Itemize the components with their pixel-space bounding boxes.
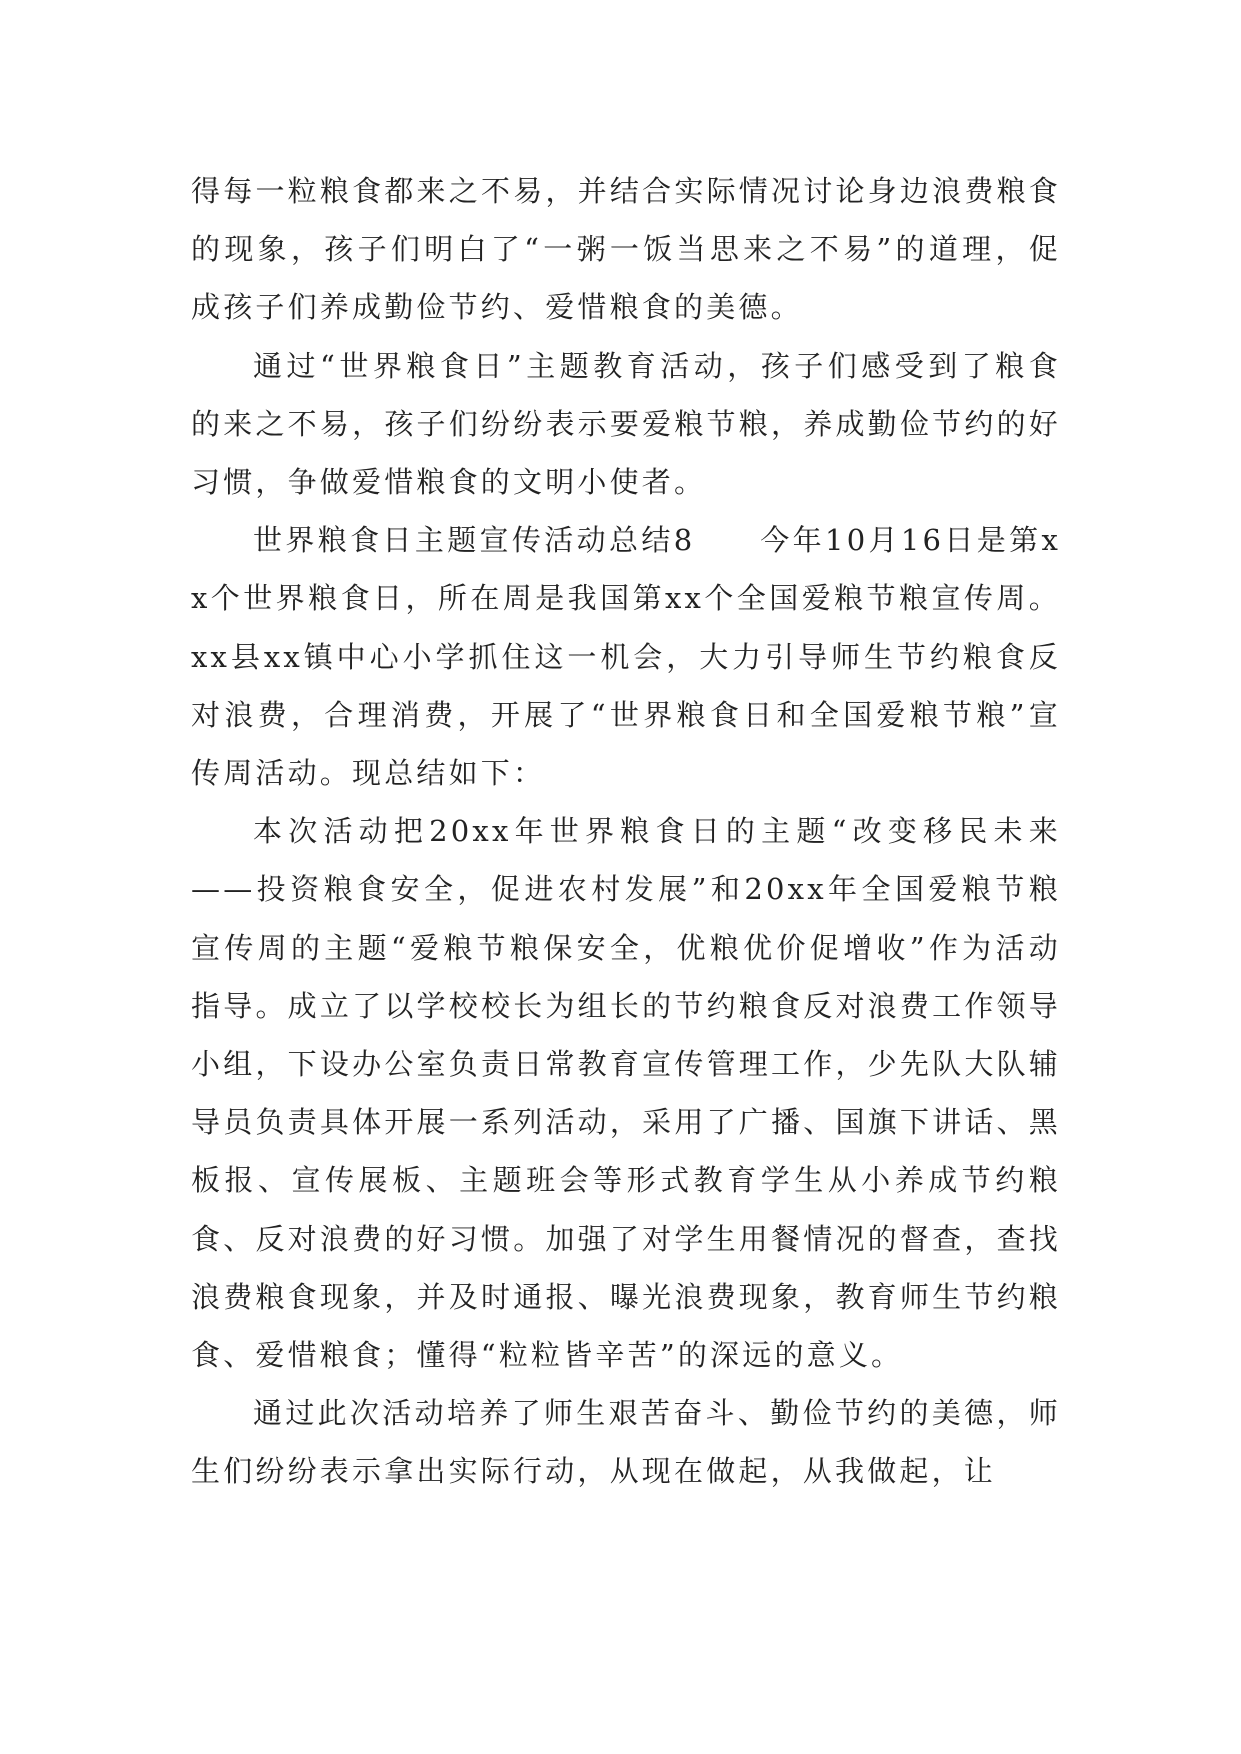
paragraph-4: 本次活动把20xx年世界粮食日的主题“改变移民未来——投资粮食安全，促进农村发展”和20xx年全国爱粮节粮宣传周的主题“爱粮节粮保安全，优粮优价促增收”作为活动指导。成立了以学校校长为组长的节约粮食反对浪费工作领导小组，下设办公室负责日常教育宣传管理工作，少先队大队辅导员负责具体开展一系列活动，采用了广播、国旗下讲话、黑板报、宣传展板、主题班会等形式教育学生从小养成节约粮食、反对浪费的好习惯。加强了对学生用餐情况的督查，查找浪费粮食现象，并及时通报、曝光浪费现象，教育师生节约粮食、爱惜粮食；懂得“粒粒皆辛苦”的深远的意义。 bbox=[191, 814, 1061, 1373]
paragraph-5: 通过此次活动培养了师生艰苦奋斗、勤俭节约的美德，师生们纷纷表示拿出实际行动，从现在做起，从我做起，让 bbox=[191, 1396, 1061, 1489]
paragraph-3: 世界粮食日主题宣传活动总结8 今年10月16日是第xx个世界粮食日，所在周是我国第xx个全国爱粮节粮宣传周。xx县xx镇中心小学抓住这一机会，大力引导师生节约粮食反对浪费，合理消费，开展了“世界粮食日和全国爱粮节粮”宣传周活动。现总结如下： bbox=[191, 523, 1061, 791]
document-body bbox=[191, 162, 1061, 1501]
paragraph-1: 得每一粒粮食都来之不易，并结合实际情况讨论身边浪费粮食的现象，孩子们明白了“一粥一饭当思来之不易”的道理，促成孩子们养成勤俭节约、爱惜粮食的美德。 bbox=[191, 174, 1061, 325]
paragraph-2: 通过“世界粮食日”主题教育活动，孩子们感受到了粮食的来之不易，孩子们纷纷表示要爱粮节粮，养成勤俭节约的好习惯，争做爱惜粮食的文明小使者。 bbox=[191, 348, 1061, 500]
